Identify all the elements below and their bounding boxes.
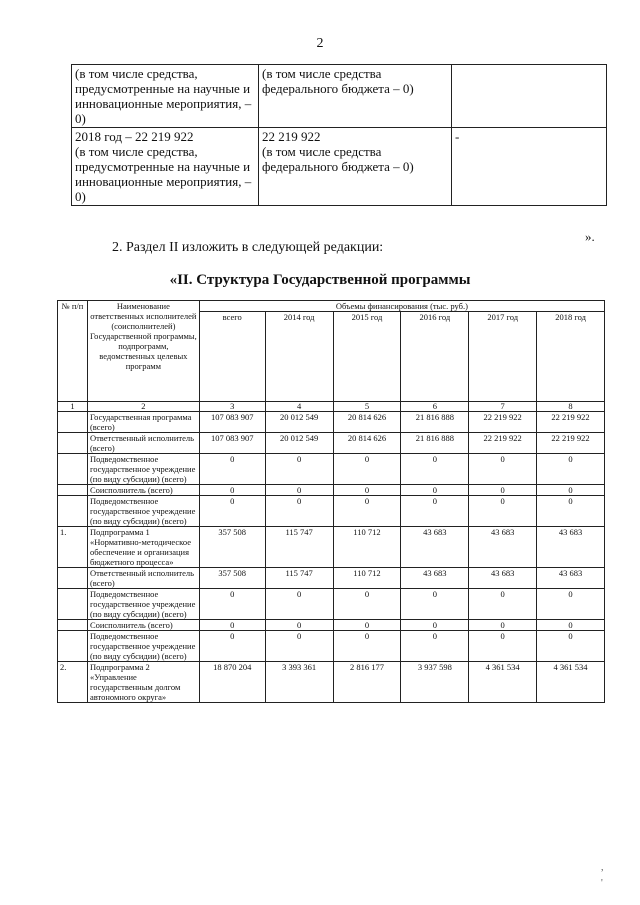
table-row (58, 662, 605, 703)
funding-value: 0 (199, 454, 265, 485)
table-row (58, 568, 605, 589)
funding-value: 0 (265, 589, 333, 620)
table-row (58, 527, 605, 568)
funding-value: 0 (333, 454, 401, 485)
row-name: Подпрограмма 1 «Нормативно-методическое обеспечение и организация бюджетного процесса» (87, 527, 199, 568)
funding-value: 0 (199, 620, 265, 631)
header-no: № п/п (58, 301, 88, 402)
summary-cell: 2018 год – 22 219 922 (в том числе средства, предусмотренные на научные и инновационные мероприятия, – 0) (72, 128, 259, 206)
table-row (58, 485, 605, 496)
funding-value: 0 (469, 454, 537, 485)
funding-value: 0 (401, 496, 469, 527)
funding-value: 357 508 (199, 527, 265, 568)
row-number: 1. (58, 527, 88, 568)
funding-value: 43 683 (469, 527, 537, 568)
funding-value: 0 (537, 485, 605, 496)
amendment-paragraph: 2. Раздел II изложить в следующей редакции: (112, 240, 384, 255)
row-name: Соисполнитель (всего) (87, 485, 199, 496)
row-name: Подведомственное государственное учреждение (по виду субсидии) (всего) (87, 454, 199, 485)
row-number (58, 631, 88, 662)
page-number: 2 (316, 36, 324, 51)
funding-value: 43 683 (469, 568, 537, 589)
funding-value: 0 (469, 631, 537, 662)
summary-cell: (в том числе средства федерального бюджета – 0) (259, 65, 452, 128)
funding-value: 0 (333, 496, 401, 527)
funding-value: 4 361 534 (469, 662, 537, 703)
column-index: 5 (333, 402, 401, 412)
row-number (58, 433, 88, 454)
funding-value: 20 012 549 (265, 433, 333, 454)
table-row (58, 433, 605, 454)
column-index: 8 (537, 402, 605, 412)
funding-value: 21 816 888 (401, 412, 469, 433)
row-name: Соисполнитель (всего) (87, 620, 199, 631)
header-year: 2017 год (469, 312, 537, 402)
row-name: Подведомственное государственное учреждение (по виду субсидии) (всего) (87, 631, 199, 662)
row-name: Ответственный исполнитель (всего) (87, 568, 199, 589)
table-row (58, 496, 605, 527)
row-name: Подпрограмма 2 «Управление государственным долгом автономного округа» (87, 662, 199, 703)
header-year: 2016 год (401, 312, 469, 402)
funding-value: 0 (537, 454, 605, 485)
header-year: всего (199, 312, 265, 402)
table-row (58, 412, 605, 433)
header-name: Наименование ответственных исполнителей (соисполнителей) Государственной программы, подпрограмм, ведомственных целевых программ (87, 301, 199, 402)
funding-value: 0 (265, 620, 333, 631)
column-index: 6 (401, 402, 469, 412)
row-name: Подведомственное государственное учреждение (по виду субсидии) (всего) (87, 589, 199, 620)
column-index: 7 (469, 402, 537, 412)
section-title: «II. Структура Государственной программы (169, 272, 471, 288)
funding-value: 2 816 177 (333, 662, 401, 703)
funding-value: 115 747 (265, 527, 333, 568)
funding-value: 0 (537, 631, 605, 662)
table-row (58, 454, 605, 485)
funding-value: 3 937 598 (401, 662, 469, 703)
funding-value: 3 393 361 (265, 662, 333, 703)
funding-value: 0 (265, 496, 333, 527)
row-number (58, 589, 88, 620)
funding-value: 0 (401, 589, 469, 620)
row-number (58, 485, 88, 496)
funding-value: 0 (333, 631, 401, 662)
row-number (58, 496, 88, 527)
row-number (58, 412, 88, 433)
funding-value: 0 (199, 496, 265, 527)
funding-value: 43 683 (537, 527, 605, 568)
margin-mark: ' (601, 878, 603, 889)
column-index: 1 (58, 402, 88, 412)
funding-value: 0 (333, 485, 401, 496)
funding-value: 0 (265, 485, 333, 496)
funding-value: 43 683 (401, 568, 469, 589)
row-name: Ответственный исполнитель (всего) (87, 433, 199, 454)
closing-quote: ». (585, 229, 595, 244)
funding-value: 0 (401, 631, 469, 662)
funding-value: 0 (537, 496, 605, 527)
summary-row (72, 128, 607, 206)
funding-summary-table (71, 64, 607, 206)
funding-value: 0 (469, 589, 537, 620)
header-year: 2015 год (333, 312, 401, 402)
funding-value: 20 814 626 (333, 433, 401, 454)
table-row (58, 631, 605, 662)
summary-cell: - (452, 128, 607, 206)
funding-value: 43 683 (537, 568, 605, 589)
column-index: 3 (199, 402, 265, 412)
funding-value: 0 (199, 631, 265, 662)
table-row (58, 620, 605, 631)
funding-value: 0 (199, 485, 265, 496)
row-number (58, 620, 88, 631)
row-number: 2. (58, 662, 88, 703)
row-number (58, 454, 88, 485)
funding-value: 0 (469, 496, 537, 527)
program-structure-table (57, 300, 605, 703)
funding-value: 22 219 922 (537, 433, 605, 454)
summary-row (72, 65, 607, 128)
funding-value: 0 (333, 589, 401, 620)
funding-value: 357 508 (199, 568, 265, 589)
funding-value: 0 (469, 620, 537, 631)
funding-value: 22 219 922 (469, 412, 537, 433)
funding-value: 43 683 (401, 527, 469, 568)
funding-value: 0 (265, 454, 333, 485)
funding-value: 0 (333, 620, 401, 631)
funding-value: 20 814 626 (333, 412, 401, 433)
summary-cell (452, 65, 607, 128)
row-number (58, 568, 88, 589)
funding-value: 0 (537, 589, 605, 620)
funding-value: 110 712 (333, 568, 401, 589)
margin-mark: , (601, 862, 604, 873)
funding-value: 115 747 (265, 568, 333, 589)
funding-value: 0 (401, 454, 469, 485)
header-funding: Объемы финансирования (тыс. руб.) (199, 301, 604, 312)
column-index: 2 (87, 402, 199, 412)
funding-value: 4 361 534 (537, 662, 605, 703)
funding-value: 0 (537, 620, 605, 631)
table-row (58, 589, 605, 620)
header-year: 2014 год (265, 312, 333, 402)
funding-value: 22 219 922 (469, 433, 537, 454)
funding-value: 0 (401, 620, 469, 631)
funding-value: 0 (199, 589, 265, 620)
summary-cell: 22 219 922 (в том числе средства федерального бюджета – 0) (259, 128, 452, 206)
column-index: 4 (265, 402, 333, 412)
funding-value: 107 083 907 (199, 433, 265, 454)
header-year: 2018 год (537, 312, 605, 402)
funding-value: 0 (469, 485, 537, 496)
summary-cell: (в том числе средства, предусмотренные на научные и инновационные мероприятия, – 0) (72, 65, 259, 128)
funding-value: 0 (401, 485, 469, 496)
funding-value: 18 870 204 (199, 662, 265, 703)
funding-value: 107 083 907 (199, 412, 265, 433)
funding-value: 0 (265, 631, 333, 662)
funding-value: 22 219 922 (537, 412, 605, 433)
funding-value: 21 816 888 (401, 433, 469, 454)
funding-value: 110 712 (333, 527, 401, 568)
row-name: Подведомственное государственное учреждение (по виду субсидии) (всего) (87, 496, 199, 527)
row-name: Государственная программа (всего) (87, 412, 199, 433)
funding-value: 20 012 549 (265, 412, 333, 433)
